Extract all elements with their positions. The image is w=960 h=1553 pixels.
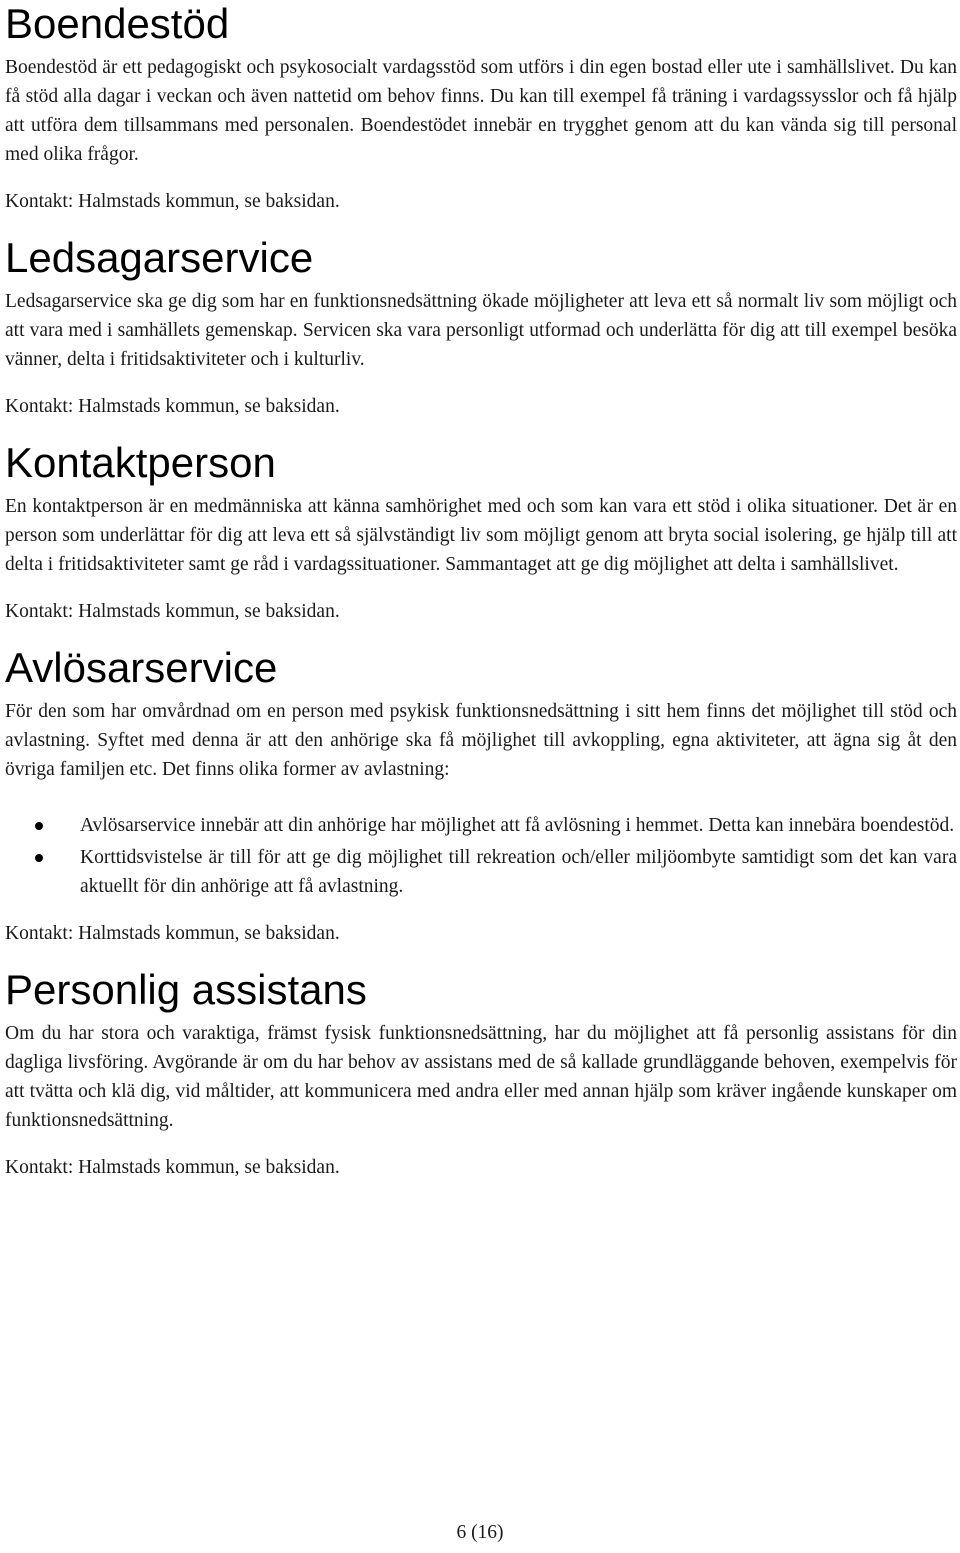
section-boendestod <box>5 0 957 216</box>
list-item-text: Avlösarservice innebär att din anhörige har möjlighet att få avlösning i hemmet. Detta kan innebära boendestöd. <box>80 815 955 836</box>
section-personlig-assistans <box>5 966 957 1182</box>
document-page <box>5 0 957 1200</box>
bullet-icon <box>35 822 43 830</box>
contact-line: Kontakt: Halmstads kommun, se baksidan. <box>5 396 340 417</box>
bullet-list <box>5 811 957 901</box>
section-body: För den som har omvårdnad om en person med psykisk funktionsnedsättning i sitt hem finns det möjlighet till stöd och avlastning. Syftet med denna är att den anhörige ska få möjlighet till avkoppling, egna aktiviteter, att ägna sig åt den övriga familjen etc. Det finns olika former av avlastning: <box>5 701 957 780</box>
section-heading: Kontaktperson <box>5 439 276 486</box>
page-number: 6 (16) <box>456 1522 504 1543</box>
section-body: Ledsagarservice ska ge dig som har en funktionsnedsättning ökade möjligheter att leva ett så normalt liv som möjligt och att vara med i samhällets gemenskap. Servicen ska vara personligt utformad och underlätta för dig att till exempel besöka vänner, delta i fritidsaktiviteter och i kulturliv. <box>5 291 957 370</box>
contact-line: Kontakt: Halmstads kommun, se baksidan. <box>5 1157 340 1178</box>
list-item-text: Korttidsvistelse är till för att ge dig möjlighet till rekreation och/eller miljöombyte samtidigt som det kan vara aktuellt för din anhörige att få avlastning. <box>80 847 957 897</box>
section-avlosarservice <box>5 644 957 948</box>
bullet-icon <box>35 854 43 862</box>
contact-line: Kontakt: Halmstads kommun, se baksidan. <box>5 601 340 622</box>
section-heading: Boendestöd <box>5 0 230 47</box>
section-heading: Personlig assistans <box>5 966 367 1013</box>
contact-line: Kontakt: Halmstads kommun, se baksidan. <box>5 923 340 944</box>
section-body: Om du har stora och varaktiga, främst fysisk funktionsnedsättning, har du möjlighet att få personlig assistans för din dagliga livsföring. Avgörande är om du har behov av assistans med de så kallade grundläggande behoven, exempelvis för att tvätta och klä dig, vid måltider, att kommunicera med andra eller med annan hjälp som kräver ingående kunskaper om funktionsnedsättning. <box>5 1023 957 1131</box>
section-body: Boendestöd är ett pedagogiskt och psykosocialt vardagsstöd som utförs i din egen bostad eller ute i samhällslivet. Du kan få stöd alla dagar i veckan och även nattetid om behov finns. Du kan till exempel få träning i vardagssysslor och få hjälp att utföra dem tillsammans med personalen. Boendestödet innebär en trygghet genom att du kan vända sig till personal med olika frågor. <box>5 57 957 165</box>
section-heading: Avlösarservice <box>5 644 278 691</box>
section-ledsagarservice <box>5 234 957 421</box>
list-item <box>80 843 957 901</box>
section-body: En kontaktperson är en medmänniska att känna samhörighet med och som kan vara ett stöd i olika situationer. Det är en person som underlättar för dig att leva ett så självständigt liv som möjligt genom att bryta social isolering, ge hjälp till att delta i fritidsaktiviteter samt ge råd i vardagssituationer. Sammantaget att ge dig möjlighet att delta i samhällslivet. <box>5 496 957 575</box>
section-heading: Ledsagarservice <box>5 234 314 281</box>
section-kontaktperson <box>5 439 957 626</box>
contact-line: Kontakt: Halmstads kommun, se baksidan. <box>5 191 340 212</box>
list-item <box>80 811 957 840</box>
